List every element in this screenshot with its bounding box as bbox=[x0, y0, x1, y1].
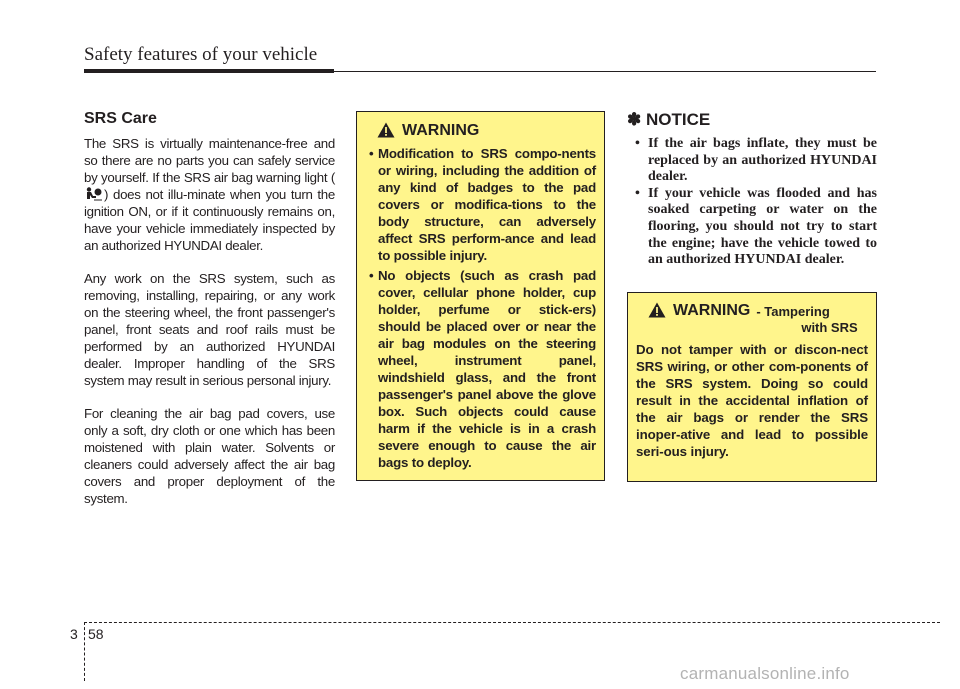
warning-text: Do not tamper with or discon-nect SRS wiring, or other com-ponents of the SRS system. Doing so could result in the accidental inflation of the air bags or render the SRS inoper-ative and lead to possible seri-ous injury. bbox=[636, 342, 868, 459]
warning-triangle-icon bbox=[377, 122, 395, 138]
warning-box-tampering bbox=[627, 292, 877, 482]
footer-rule bbox=[84, 622, 940, 623]
header-rule bbox=[334, 71, 876, 72]
warning-title-text: WARNING bbox=[673, 302, 751, 319]
warning-title bbox=[365, 122, 596, 140]
page-header-title: Safety features of your vehicle bbox=[84, 44, 318, 65]
warning-item: • Modification to SRS compo-nents or wiring, including the addition of any kind of badges to the pad covers or modifica-tions to the body structure, can adversely affect SRS perform-ance and lead to possible injury. bbox=[369, 146, 596, 263]
srs-care-section bbox=[84, 110, 335, 523]
watermark: carmanualsonline.info bbox=[680, 664, 850, 683]
notice-list bbox=[627, 136, 877, 269]
paragraph-1-text-b: ) does not illu-minate when you turn the ignition ON, or if it continuously remains on, have your vehicle immediately inspected by an authorized HYUNDAI dealer. bbox=[84, 187, 335, 253]
airbag-warning-icon bbox=[84, 187, 104, 201]
notice-heading: ✽ NOTICE bbox=[627, 110, 711, 129]
warning-triangle-icon bbox=[648, 302, 666, 318]
paragraph-3: For cleaning the air bag pad covers, use only a soft, dry cloth or one which has been moistened with plain water. Solvents or cleaners could adversely affect the air bag covers and proper deployment of the system. bbox=[84, 406, 335, 506]
header-bar bbox=[84, 69, 334, 73]
warning-subtitle: - Tampering with SRS bbox=[756, 304, 858, 335]
paragraph-1-text-a: The SRS is virtually maintenance-free and so there are no parts you can safely service by yourself. If the SRS air bag warning light ( bbox=[84, 136, 335, 185]
notice-item: • If the air bags inflate, they must be replaced by an authorized HYUNDAI dealer. bbox=[635, 136, 877, 185]
warning-box-modification bbox=[356, 111, 605, 481]
warning-title bbox=[636, 302, 868, 336]
warning-title-text: WARNING bbox=[402, 122, 480, 139]
warning-item: • No objects (such as crash pad cover, cellular phone holder, cup holder, perfume or stick-ers) should be placed over or near the air bag modules on the steering wheel, instrument panel, windshield glass, and the front passenger's panel above the glove box. Such objects could cause harm if the vehicle is in a crash severe enough to cause the air bags to deploy. bbox=[369, 268, 596, 470]
footer-divider bbox=[84, 622, 85, 681]
warning-list bbox=[365, 145, 596, 471]
chapter-number: 3 bbox=[70, 626, 78, 642]
notice-section bbox=[627, 110, 877, 269]
page-number: 58 bbox=[88, 626, 104, 642]
section-heading: SRS Care bbox=[84, 110, 157, 127]
notice-item: • If your vehicle was flooded and has soaked carpeting or water on the flooring, you should not try to start the engine; have the vehicle towed to an authorized HYUNDAI dealer. bbox=[635, 185, 877, 268]
paragraph-1 bbox=[84, 135, 335, 254]
paragraph-2: Any work on the SRS system, such as removing, installing, repairing, or any work on the steering wheel, the front passenger's panel, front seats and roof rails must be performed by an authorized HYUNDAI dealer. Improper handling of the SRS system may result in serious personal injury. bbox=[84, 271, 335, 388]
